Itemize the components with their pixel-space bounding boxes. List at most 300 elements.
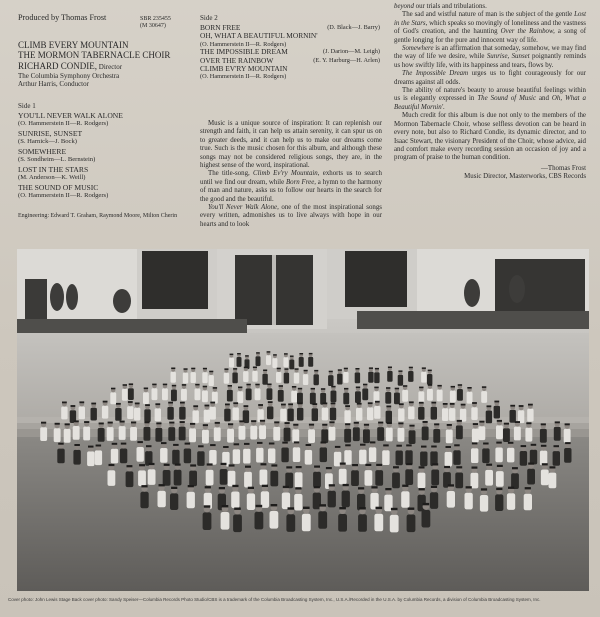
choir-member-hair [312,403,317,405]
track-credit: (S. Sondheim—L. Bernstein) [18,156,96,164]
choir-member-body [456,425,463,439]
choir-member-body [422,427,429,441]
choir-member-body [221,512,230,530]
choir-member-hair [428,370,432,372]
choir-member-hair [345,405,350,407]
choir-member-hair [472,402,477,404]
choir-member-body [390,515,399,533]
choir-member-body [61,407,67,420]
choir-member-body [318,511,327,529]
choir-member-body [287,409,293,422]
choir-member-hair [360,444,366,446]
catalog-number: SBR 235455 (M 30647) [140,16,171,29]
choir-member-hair [238,387,242,389]
choir-member-body [160,448,167,463]
choir-member-body [197,451,204,466]
choir-member-body [431,470,439,486]
choir-member-body [386,411,392,424]
track-credit: (M. Anderson—K. Weill) [18,174,86,182]
choir-member-hair [329,484,335,486]
choir-member-body [460,409,466,422]
choir-member-body [134,408,140,421]
choir-member-body [162,388,168,400]
choir-member-body [453,450,460,465]
track-credit: (E. Y. Harburg—H. Arlen) [313,56,380,64]
choir-member-body [385,392,391,404]
choir-member-body [302,514,311,532]
choir-member-hair [144,388,148,390]
choir-photo-illustration [17,249,589,591]
choir-member-body [209,450,216,465]
choir-member-body [168,427,175,441]
choir-member-hair [371,486,377,488]
choir-member-hair [223,446,229,448]
choir-member-hair [370,441,376,443]
choir-member-body [402,390,408,402]
choir-member-body [427,374,432,385]
choir-member-body [351,470,359,486]
choir-member-hair [164,464,170,466]
choir-member-hair [131,422,136,424]
choir-member-hair [378,422,383,424]
choir-member-body [382,450,389,465]
choir-member-hair [419,402,424,404]
track-title: SUNRISE, SUNSET [18,129,83,138]
choir-member-body [239,426,246,440]
choir-member-hair [190,423,195,425]
choir-member-body [280,409,286,422]
choir-member-hair [496,442,502,444]
choir-member-hair [127,465,133,467]
choir-member-body [367,407,373,420]
choir-member-body [209,375,214,386]
choir-member-body [495,448,502,463]
choir-member-hair [508,487,514,489]
choir-member-body [442,408,448,421]
choir-member-body [270,471,278,487]
choir-member-hair [345,423,350,425]
choir-member-body [368,372,373,383]
choir-member-hair [419,488,425,490]
choir-member-body [481,391,487,403]
choir-member-body [472,429,479,443]
track-title: OH, WHAT A BEAUTIFUL MORNIN' [200,31,318,41]
choir-member-body [342,491,350,508]
choir-member-hair [386,387,390,389]
choir-member-hair [283,486,289,488]
choir-member-body [294,373,299,384]
choir-member-hair [403,385,407,387]
choir-member-body [267,406,273,419]
choir-member-body [465,493,473,510]
choir-member-hair [550,466,556,468]
choir-member-hair [419,466,425,468]
choir-member-hair [294,441,300,443]
choir-member-hair [398,422,403,424]
choir-member-hair [395,388,399,390]
choir-member-body [187,492,195,509]
choir-member-hair [203,368,207,370]
choir-member-hair [472,442,478,444]
choir-member-body [322,408,328,421]
choir-member-body [494,406,500,419]
choir-member-hair [173,444,179,446]
producer-credit: Produced by Thomas Frost [18,13,107,22]
choir-member-hair [58,443,64,445]
choir-member-hair [363,384,367,386]
choir-member-body [564,429,571,443]
track-title: SOMEWHERE [18,147,67,156]
choir-member-hair [355,368,359,370]
choir-member-hair [510,405,515,407]
choir-member-body [507,493,515,510]
signature: —Thomas Frost Music Director, Masterworks, CBS Records [464,164,586,181]
choir-member-hair [431,486,437,488]
choir-member-body [418,407,424,420]
choir-member-body [130,427,137,441]
choir-member-hair [191,368,195,370]
choir-member-hair [41,422,46,424]
choir-member-body [126,471,134,487]
track-item [18,112,188,128]
choir-member-body [233,408,239,421]
choir-member-body [394,393,400,405]
choir-member-hair [525,487,531,489]
choir-member-hair [239,420,244,422]
essay-paragraph: The sad and wistful nature of man is the subject of the gentle Lost in the Stars, which speaks so movingly of loneliness and the vastness of God's creation, and the haunting Over the Rainbow, a song of gentle longing for the pure and innocent way of life. [394,11,586,44]
choir-member-hair [285,422,290,424]
choir-member-hair [253,367,257,369]
choir-member-body [503,428,510,442]
choir-member-hair [182,384,186,386]
choir-member-body [120,449,127,464]
choir-member-body [392,473,400,489]
track-item [18,148,188,164]
choir-member-body [237,357,242,367]
choir-member-hair [244,367,248,369]
choir-member-body [179,407,185,420]
choir-member-hair [406,463,412,465]
choir-member-body [353,427,360,441]
choir-member-hair [321,388,325,390]
choir-member-hair [437,385,441,387]
choir-member-body [64,429,71,443]
choir-member-hair [409,401,414,403]
choir-member-hair [431,446,437,448]
choir-member-hair [314,370,318,372]
choir-member-body [358,514,367,532]
choir-member-hair [482,386,486,388]
choir-member-body [140,492,148,509]
liner-notes-part-1 [200,120,382,229]
choir-member-body [119,426,126,440]
choir-member-hair [391,508,398,510]
choir-member-hair [284,368,288,370]
choir-member-hair [168,402,173,404]
choir-member-body [507,448,514,463]
choir-member-body [554,427,561,441]
choir-member-hair [180,421,185,423]
choir-member-body [485,470,493,486]
choir-member-hair [521,445,527,447]
choir-member-body [510,410,516,423]
choir-member-hair [267,351,271,352]
choir-member-hair [528,463,534,465]
choir-member-hair [456,466,462,468]
choir-member-hair [565,442,571,444]
choir-member-hair [156,422,161,424]
choir-member-hair [271,504,278,506]
choir-member-hair [128,401,133,403]
choir-member-hair [213,387,217,389]
choir-member-hair [141,485,147,487]
choir-member-hair [481,488,487,490]
choir-member-hair [494,401,499,403]
choir-member-body [564,448,571,463]
choir-member-body [292,429,299,443]
choir-member-hair [444,466,450,468]
choir-member-body [110,392,116,404]
track-item [18,130,188,146]
choir-member-body [457,389,463,401]
choir-member-body [252,371,257,382]
choir-member-body [284,428,291,442]
choir-member-hair [515,421,520,423]
choir-member-hair [393,466,399,468]
choir-member-hair [62,402,67,404]
choir-member-body [195,389,201,401]
choir-member-body [270,511,279,529]
choir-member-body [255,512,264,530]
choir-member-hair [446,446,452,448]
track-credit: (O. Hammerstein II—R. Rodgers) [200,73,287,81]
choir-member-body [386,428,393,442]
choir-member-hair [193,405,198,407]
choir-member-hair [339,507,346,509]
choir-member-body [449,408,455,421]
choir-member-body [73,426,80,440]
choir-member-body [102,406,108,419]
choir-member-hair [431,402,436,404]
choir-member-body [344,410,350,423]
choir-member-hair [421,446,427,448]
choir-member-body [530,450,537,465]
choir-member-hair [293,424,298,426]
choir-member-body [374,514,383,532]
choir-member-body [203,512,212,530]
track-credit: (O. Hammerstein II—R. Rodgers) [200,40,287,48]
choir-member-body [433,429,440,443]
choir-member-body [369,447,376,462]
choir-member-hair [209,371,213,373]
choir-member-hair [161,442,167,444]
choir-member-hair [123,384,127,386]
choir-member-hair [343,484,349,486]
choir-member-hair [419,387,423,389]
choir-photo [17,249,589,591]
choir-member-hair [169,422,174,424]
choir-member-hair [369,367,373,369]
track-item [200,65,380,81]
choir-member-hair [358,487,364,489]
track-title: BORN FREE [200,23,241,32]
choir-member-body [540,451,547,466]
choir-member-hair [428,384,432,386]
choir-member-hair [385,488,391,490]
choir-member-body [163,470,171,486]
choir-member-hair [210,444,216,446]
choir-member-body [282,493,290,510]
choir-member-hair [129,383,133,385]
choir-member-hair [149,463,155,465]
choir-member-body [144,409,150,422]
choir-member-hair [519,405,524,407]
choir-member-body [158,491,166,508]
choir-member-body [231,492,239,509]
choir-member-hair [487,405,492,407]
choir-member-body [184,449,191,464]
choir-member-hair [74,420,79,422]
choir-member-hair [365,464,371,466]
choir-member-hair [137,441,143,443]
choir-member-body [337,374,342,385]
choir-member-body [256,356,261,366]
choir-member-hair [326,467,332,469]
choir-member-body [527,409,533,422]
choir-member-hair [228,385,232,387]
choir-member-body [541,470,549,486]
choir-member-body [189,428,196,442]
choir-member-hair [376,464,382,466]
choir-member-body [144,427,151,441]
track-item [18,184,188,200]
choir-member-body [243,449,250,464]
choir-member-body [111,449,118,464]
choir-member-body [79,407,85,420]
choir-member-body [359,450,366,465]
choir-member-hair [457,420,462,422]
choir-member-hair [323,403,328,405]
track-title: CLIMB EV'RY MOUNTAIN [200,64,288,74]
choir-member-body [418,473,426,489]
choir-member-body [401,491,409,508]
choir-member-hair [228,423,233,425]
choir-member-hair [314,486,320,488]
choir-member-body [283,357,288,367]
choir-member-hair [299,353,303,354]
choir-member-body [267,388,273,400]
choir-member-body [299,357,304,367]
choir-member-body [260,470,268,486]
essay-paragraph: Music is a unique source of inspiration: It can replenish our strength and faith, it can help us attain serenity, it can spur us on to greater deeds, and it can help us to make our dreams come true. Such is the music chosen for this album, and although these songs may not be considered religious songs, they are, in the highest sense of the word, inspirational. [200,120,382,170]
choir-member-body [467,392,473,404]
track-title: THE SOUND OF MUSIC [18,183,99,192]
choir-member-hair [116,403,121,405]
choir-member-hair [121,443,127,445]
choir-member-hair [375,401,380,403]
footer-credits: Cover photo: John Lewis Stage Back cover photo: Sandy Speiser—Columbia Records Photo Studio/CBS is a trademark of the Columbia Broadcasting System, Inc., U.S.A./Recorded in the U.S.A. by Columbia Records, a division of Columbia Broadcasting System, Inc. [8,597,541,602]
choir-member-hair [267,384,271,386]
choir-member-hair [221,463,227,465]
choir-member-hair [273,354,277,355]
choir-member-hair [406,444,412,446]
choir-member-hair [246,384,250,386]
choir-member-body [329,427,336,441]
choir-member-body [445,452,452,467]
choir-member-hair [309,424,314,426]
choir-member-body [374,372,379,383]
choir-member-hair [443,403,448,405]
choir-member-hair [184,368,188,370]
choir-member-body [310,393,316,405]
choir-member-hair [368,402,373,404]
choir-member-hair [245,466,251,468]
choir-member-hair [296,466,302,468]
choir-member-body [431,407,437,420]
choir-member-body [227,429,234,443]
choir-member-body [320,447,327,462]
choir-member-body [408,371,413,382]
choir-member-body [398,428,405,442]
track-title: LOST IN THE STARS [18,165,89,174]
choir-member-hair [232,485,238,487]
choir-member-hair [108,422,113,424]
choir-member-hair [306,444,312,446]
choir-member-hair [65,423,70,425]
choir-member-body [409,430,416,444]
choir-member-hair [409,367,413,369]
choir-member-body [295,472,303,488]
choir-member-hair [215,422,220,424]
essay-paragraph: Somewhere is an affirmation that someday, somehow, we may find the way of life we desire, while Sunrise, Sunset poignantly reminds us how swiftly life, with its happiness and tears, flows by. [394,45,586,69]
choir-member-hair [541,423,546,425]
choir-member-body [496,471,504,487]
choir-member-hair [284,353,288,354]
choir-member-hair [451,386,455,388]
choir-member-hair [262,485,268,487]
choir-member-body [266,355,271,365]
choir-member-hair [508,442,514,444]
choir-member-hair [290,356,294,357]
choir-member-hair [205,486,211,488]
choir-member-body [495,494,503,511]
choir-member-body [308,429,315,443]
choir-member-hair [145,404,150,406]
choir-member-body [293,447,300,462]
choir-member-hair [234,508,241,510]
essay-paragraph: The title-song, Climb Ev'ry Mountain, exhorts us to search until we find our dream, while Born Free, a hymn to the harmony of man and nature, asks us to follow our hearts in the search for the good and the beautiful. [200,170,383,203]
choir-member-body [54,428,61,442]
choir-member-hair [88,446,94,448]
choir-member-hair [497,465,503,467]
choir-member-body [430,492,438,509]
choir-member-body [87,451,94,466]
track-credit: (S. Harnick—J. Bock) [18,138,77,146]
choir-member-body [107,427,114,441]
choir-member-body [115,408,121,421]
choir-member-hair [303,507,310,509]
choir-member-body [228,471,236,487]
essay-paragraph: Much credit for this album is due not only to the members of the Mormon Tabernacle Choir, whose selfless devotion can be heard in every note, but also to Richard Condie, its dynamic director, and to Isaac Stewart, the visionary President of the Choir, whose advice, aid and comfort make every recording session an occasion of joy and a program of praise to the human condition. [394,112,586,162]
choir-member-body [471,407,477,420]
choir-member-hair [244,443,250,445]
choir-member-body [343,372,348,383]
choir-member-body [427,389,433,401]
choir-member-body [407,515,416,533]
choir-member-body [356,408,362,421]
track-item [200,32,380,48]
choir-member-body [365,470,373,486]
